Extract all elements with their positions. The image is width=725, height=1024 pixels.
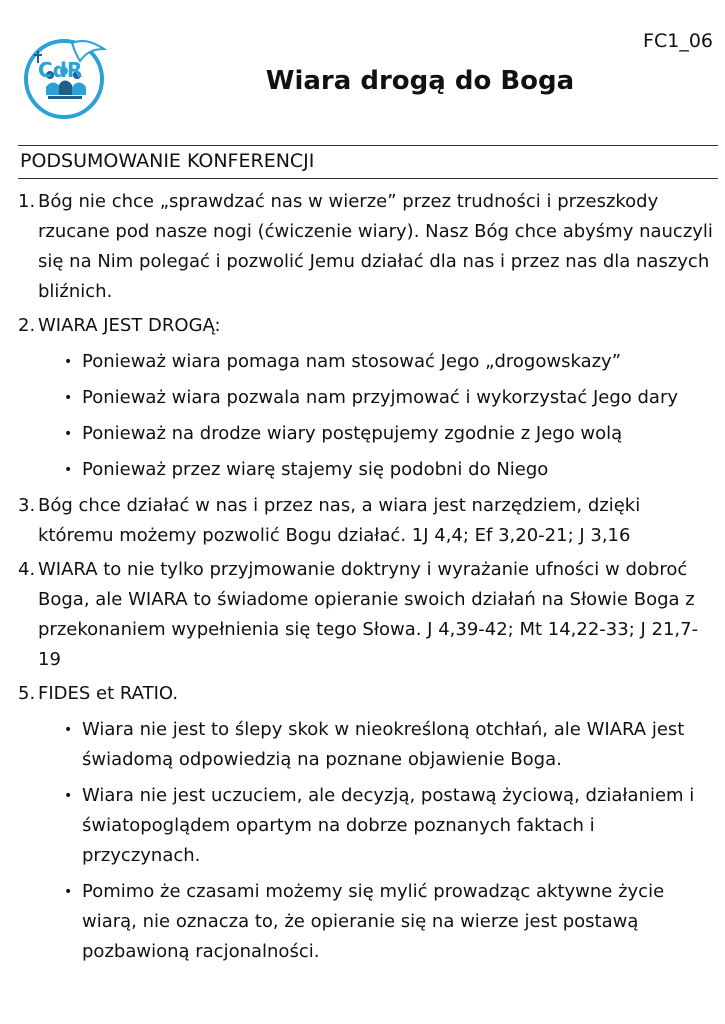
- item-text: WIARA to nie tylko przyjmowanie doktryny i wyrażanie ufności w dobroć Boga, ale WIARA to świadome opieranie swoich działań na Słowie Boga z przekonaniem wypełnienia się tego Słowa. J 4,39-42; Mt 14,22-33; J 21,7-19: [38, 559, 699, 670]
- summary-item-5: [18, 679, 718, 967]
- bullet-item: • Ponieważ wiara pomaga nam stosować Jego „drogowskazy”: [64, 347, 718, 377]
- document-code: FC1_06: [643, 30, 713, 52]
- bullet-item: • Wiara nie jest to ślepy skok w nieokreśloną otchłań, ale WIARA jest świadomą odpowiedzią na poznane objawienie Boga.: [64, 715, 718, 775]
- conference-summary: [18, 187, 718, 973]
- item-bullet-list: [64, 347, 718, 485]
- item-number: 2.: [18, 315, 36, 336]
- item-bullet-list: [64, 715, 718, 967]
- item-text: Bóg nie chce „sprawdzać nas w wierze” przez trudności i przeszkody rzucane pod nasze nogi (ćwiczenie wiary). Nasz Bóg chce abyśmy nauczyli się na Nim polegać i pozwolić Jemu działać dla nas i przez nas dla naszych bliźnich.: [38, 191, 713, 302]
- section-title: PODSUMOWANIE KONFERENCJI: [20, 150, 315, 172]
- bullet-item: • Ponieważ wiara pozwala nam przyjmować i wykorzystać Jego dary: [64, 383, 718, 413]
- item-number: 4.: [18, 559, 36, 580]
- item-number: 3.: [18, 495, 36, 516]
- summary-item-4: [18, 555, 718, 675]
- section-divider: [18, 178, 718, 179]
- bullet-item: • Ponieważ przez wiarę stajemy się podobni do Niego: [64, 455, 718, 485]
- summary-item-3: [18, 491, 718, 551]
- bullet-item: • Ponieważ na drodze wiary postępujemy zgodnie z Jego wolą: [64, 419, 718, 449]
- item-text: FIDES et RATIO.: [38, 683, 179, 704]
- item-number: 1.: [18, 191, 36, 212]
- page-title: Wiara drogą do Boga: [265, 66, 575, 96]
- summary-item-1: [18, 187, 718, 307]
- item-text: Bóg chce działać w nas i przez nas, a wiara jest narzędziem, dzięki któremu możemy pozwolić Bogu działać. 1J 4,4; Ef 3,20-21; J 3,16: [38, 495, 641, 546]
- item-text: WIARA JEST DROGĄ:: [38, 315, 221, 336]
- logo-text: CdR: [38, 58, 83, 82]
- bullet-item: • Wiara nie jest uczuciem, ale decyzją, postawą życiową, działaniem i światopoglądem opartym na dobrze poznanych faktach i przyczynach.: [64, 781, 718, 871]
- item-number: 5.: [18, 683, 36, 704]
- bullet-item: • Pomimo że czasami możemy się mylić prowadząc aktywne życie wiarą, nie oznacza to, że opieranie się na wierze jest postawą pozbawioną racjonalności.: [64, 877, 718, 967]
- summary-item-2: [18, 311, 718, 485]
- top-divider: [18, 145, 718, 146]
